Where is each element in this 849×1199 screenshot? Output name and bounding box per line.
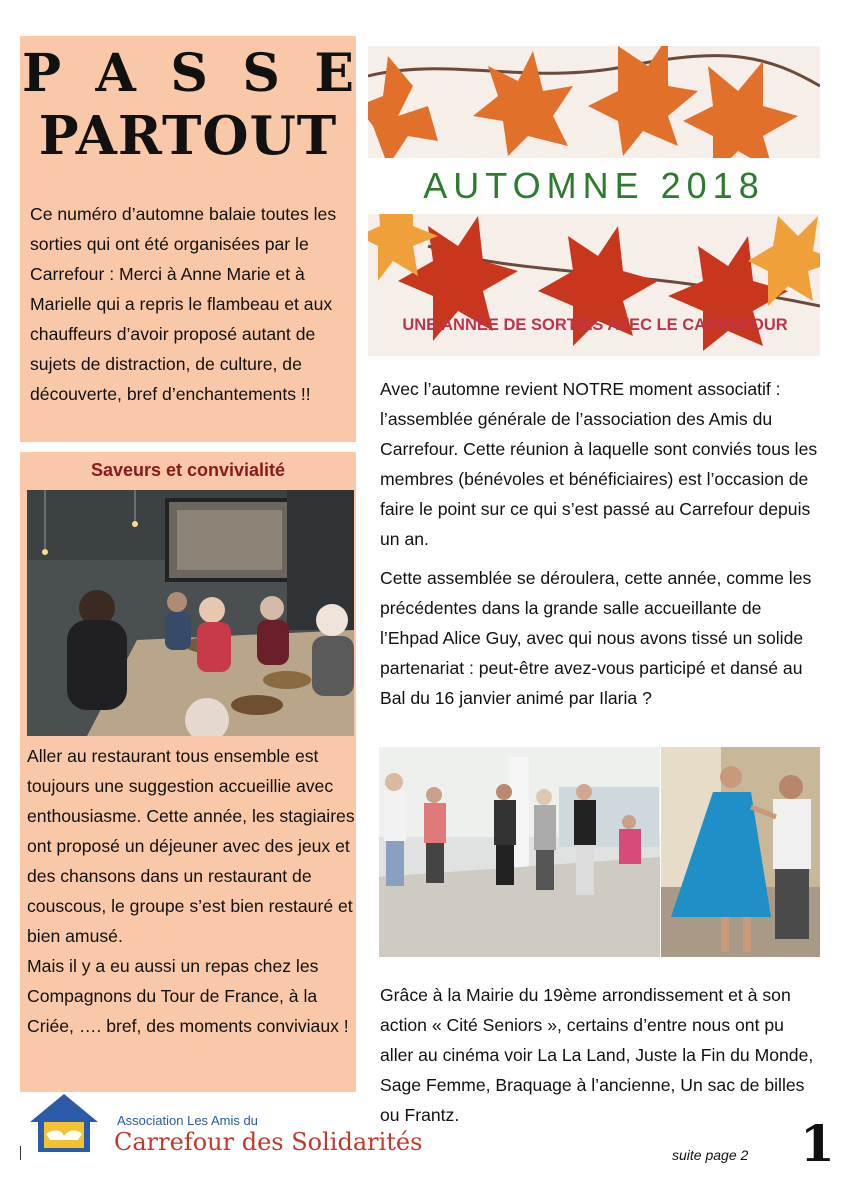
masthead-letter: S xyxy=(170,43,208,104)
association-name-line1: Association Les Amis du xyxy=(117,1113,258,1128)
dancing-couple-photo xyxy=(661,747,820,957)
masthead-letter: A xyxy=(95,43,136,104)
masthead-title-line1 xyxy=(22,44,354,104)
masthead-letter: P xyxy=(22,43,62,104)
dancing-couple-illustration xyxy=(661,747,820,957)
dance-hall-illustration xyxy=(379,747,660,957)
association-name-line2: Carrefour des Solidarités xyxy=(114,1128,423,1156)
masthead-letter: S xyxy=(242,43,280,104)
saveurs-paragraph-1: Aller au restaurant tous ensemble est toujours une suggestion accueillie avec enthousiasme. Cette année, les stagiaires ont proposé un déjeuner avec des jeux et des chansons dans un restaurant de couscous, le groupe s’est bien restauré et bien amusé. xyxy=(27,746,355,946)
page-number: 1 xyxy=(800,1114,835,1173)
association-logo-icon xyxy=(28,1092,100,1156)
saveurs-title: Saveurs et convivialité xyxy=(90,460,286,480)
article-paragraph-2: Cette assemblée se déroulera, cette année, comme les précédentes dans la grande salle accueillante de l’Ehpad Alice Guy, avec qui nous avons tissé un solide partenariat : peut-être avez-vous participé et dansé au Bal du 16 janvier animé par Ilaria ? xyxy=(380,568,812,708)
saveurs-paragraph-2: Mais il y a eu aussi un repas chez les Compagnons du Tour de France, à la Criée, …. bref, des moments conviviaux ! xyxy=(27,956,349,1036)
restaurant-photo xyxy=(27,490,354,736)
saveurs-text xyxy=(27,741,355,1041)
masthead-title-line2: PARTOUT xyxy=(38,105,338,167)
dance-hall-photo xyxy=(379,747,660,957)
intro-text: Ce numéro d’automne balaie toutes les sorties qui ont été organisées par le Carrefour : Merci à Anne Marie et à Marielle qui a repris le flambeau et aux chauffeurs d’avoir proposé autant de sujets de distraction, de culture, de découverte, bref d’enchantements !! xyxy=(30,204,337,404)
article-headline: UNE ANNEE DE SORTIES AVEC LE CARREFOUR xyxy=(402,316,788,334)
house-hands-logo xyxy=(28,1092,100,1156)
continued-note: suite page 2 xyxy=(672,1147,749,1163)
restaurant-photo-illustration xyxy=(27,490,354,736)
article-paragraph-3: Grâce à la Mairie du 19ème arrondissement et à son action « Cité Seniors », certains d’entre nous ont pu aller au cinéma voir La La Land, Juste la Fin du Monde, Sage Femme, Braquage à l’ancienne, Un sac de billes ou Frantz. xyxy=(380,985,814,1125)
footer-divider xyxy=(20,1146,21,1160)
article-paragraph-1: Avec l’automne revient NOTRE moment associatif : l’assemblée générale de l’association des Amis du Carrefour. Cette réunion à laquelle sont conviés tous les membres (bénévoles et bénéficiaires) est l’occasion de faire le point sur ce qui s’est passé au Carrefour depuis un an. xyxy=(380,379,818,549)
masthead-letter: E xyxy=(314,43,354,104)
season-title: AUTOMNE 2018 xyxy=(423,165,765,206)
